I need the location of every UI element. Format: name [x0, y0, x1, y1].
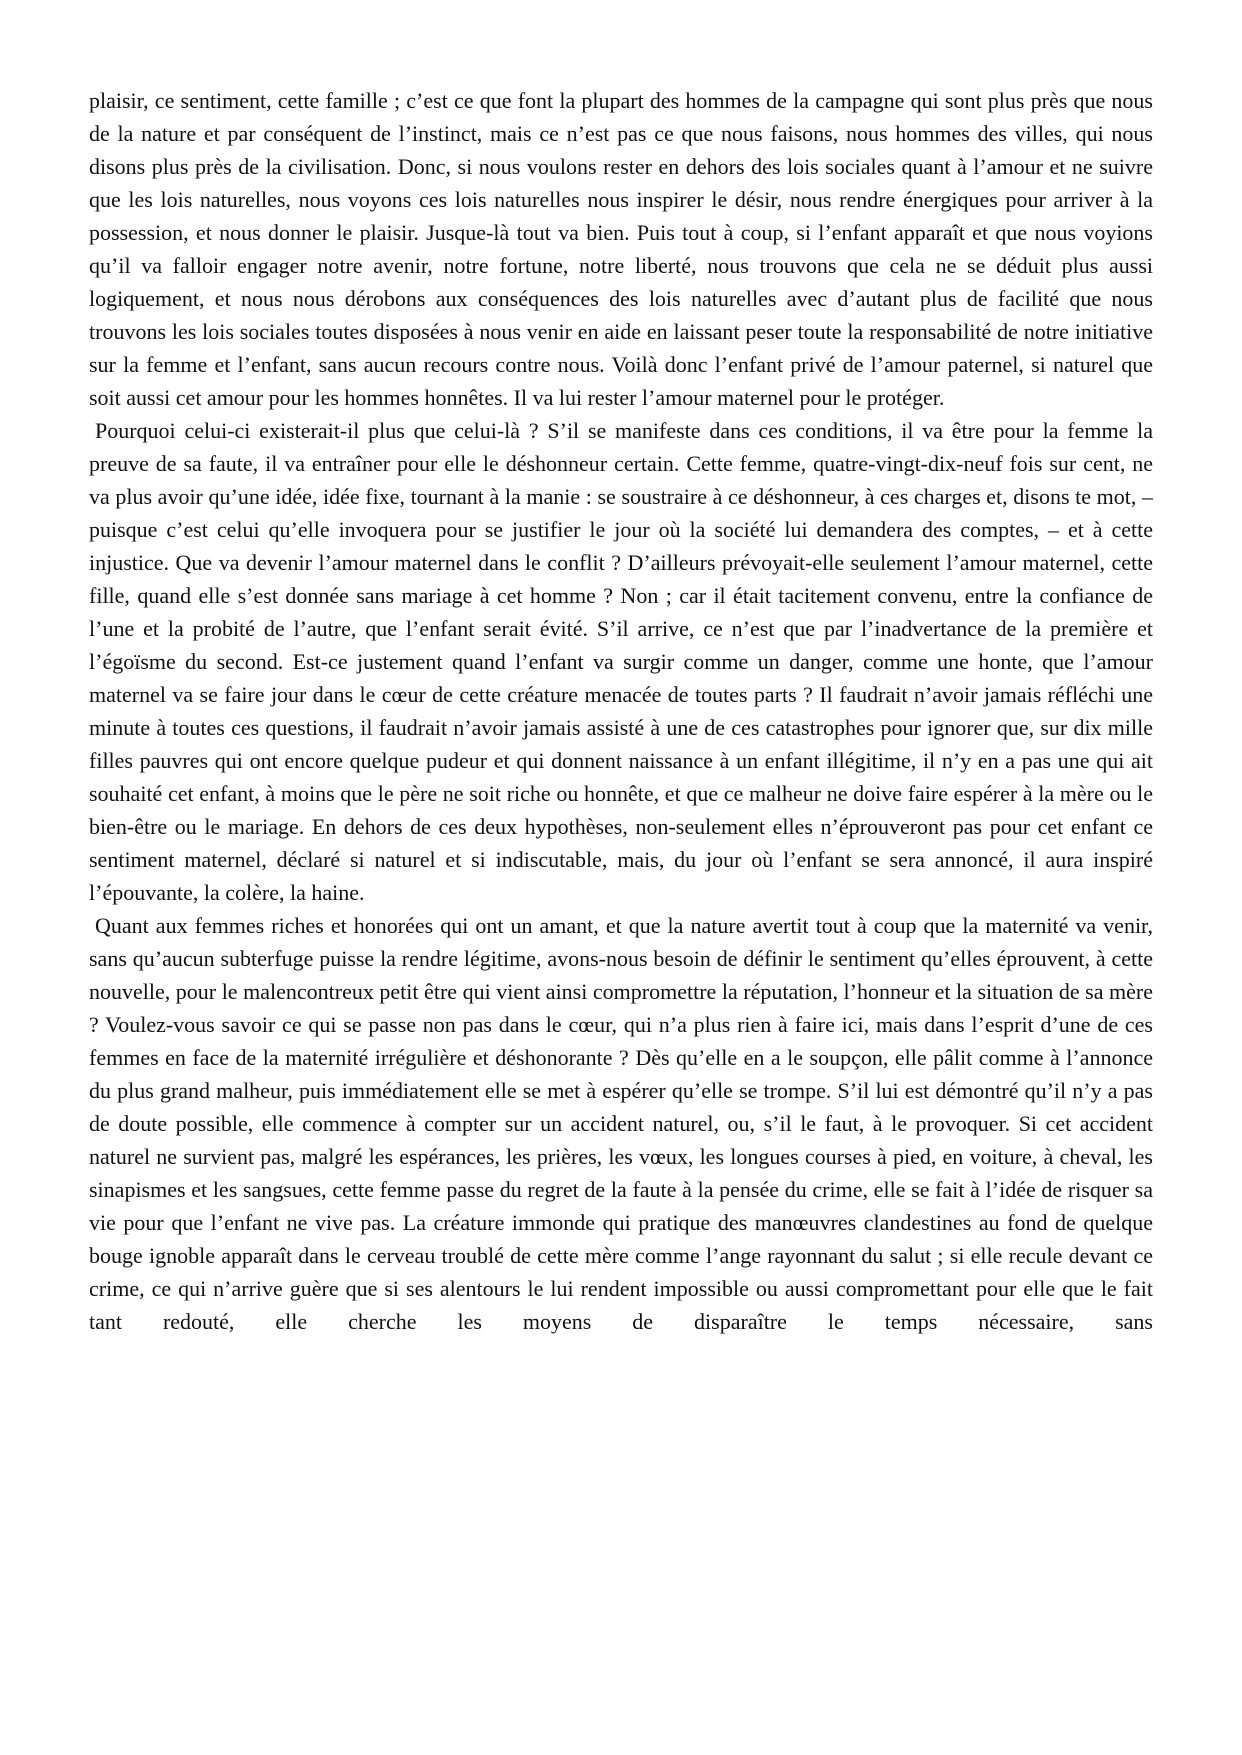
paragraph-2: Pourquoi celui-ci existerait-il plus que celui-là ? S’il se manifeste dans ces conditions, il va être pour la femme la preuve de sa faute, il va entraîner pour elle le déshonneur certain. Cette femme, quatre-vingt-dix-neuf fois sur cent, ne va plus avoir qu’une idée, idée fixe, tournant à la manie : se soustraire à ce déshonneur, à ces charges et, disons te mot, – puisque c’est celui qu’elle invoquera pour se justifier le jour où la société lui demandera des comptes, – et à cette injustice. Que va devenir l’amour maternel dans le conflit ? D’ailleurs prévoyait-elle seulement l’amour maternel, cette fille, quand elle s’est donnée sans mariage à cet homme ? Non ; car il était tacitement convenu, entre la confiance de l’une et la probité de l’autre, que l’enfant serait évité. S’il arrive, ce n’est que par l’inadvertance de la première et l’égoïsme du second. Est-ce justement quand l’enfant va surgir comme un danger, comme une honte, que l’amour maternel va se faire jour dans le cœur de cette créature menacée de toutes parts ? Il faudrait n’avoir jamais réfléchi une minute à toutes ces questions, il faudrait n’avoir jamais assisté à une de ces catastrophes pour ignorer que, sur dix mille filles pauvres qui ont encore quelque pudeur et qui donnent naissance à un enfant illégitime, il n’y en a pas une qui ait souhaité cet enfant, à moins que le père ne soit riche ou honnête, et que ce malheur ne doive faire espérer à la mère ou le bien-être ou le mariage. En dehors de ces deux hypothèses, non-seulement elles n’éprouveront pas pour cet enfant ce sentiment maternel, déclaré si naturel et si indiscutable, mais, du jour où l’enfant se sera annoncé, il aura inspiré l’épouvante, la colère, la haine. [89, 418, 1153, 905]
paragraph-1: plaisir, ce sentiment, cette famille ; c’est ce que font la plupart des hommes de la campagne qui sont plus près que nous de la nature et par conséquent de l’instinct, mais ce n’est pas ce que nous faisons, nous hommes des villes, qui nous disons plus près de la civilisation. Donc, si nous voulons rester en dehors des lois sociales quant à l’amour et ne suivre que les lois naturelles, nous voyons ces lois naturelles nous inspirer le désir, nous rendre énergiques pour arriver à la possession, et nous donner le plaisir. Jusque-là tout va bien. Puis tout à coup, si l’enfant apparaît et que nous voyions qu’il va falloir engager notre avenir, notre fortune, notre liberté, nous trouvons que cela ne se déduit plus aussi logiquement, et nous nous dérobons aux conséquences des lois naturelles avec d’autant plus de facilité que nous trouvons les lois sociales toutes disposées à nous venir en aide en laissant peser toute la responsabilité de notre initiative sur la femme et l’enfant, sans aucun recours contre nous. Voilà donc l’enfant privé de l’amour paternel, si naturel que soit aussi cet amour pour les hommes honnêtes. Il va lui rester l’amour maternel pour le protéger. [89, 88, 1153, 410]
document-page [89, 84, 1153, 1338]
paragraph-3: Quant aux femmes riches et honorées qui ont un amant, et que la nature avertit tout à coup que la maternité va venir, sans qu’aucun subterfuge puisse la rendre légitime, avons-nous besoin de définir le sentiment qu’elles éprouvent, à cette nouvelle, pour le malencontreux petit être qui vient ainsi compromettre la réputation, l’honneur et la situation de sa mère ? Voulez-vous savoir ce qui se passe non pas dans le cœur, qui n’a plus rien à faire ici, mais dans l’esprit d’une de ces femmes en face de la maternité irrégulière et déshonorante ? Dès qu’elle en a le soupçon, elle pâlit comme à l’annonce du plus grand malheur, puis immédiatement elle se met à espérer qu’elle se trompe. S’il lui est démontré qu’il n’y a pas de doute possible, elle commence à compter sur un accident naturel, ou, s’il le faut, à le provoquer. Si cet accident naturel ne survient pas, malgré les espérances, les prières, les vœux, les longues courses à pied, en voiture, à cheval, les sinapismes et les sangsues, cette femme passe du regret de la faute à la pensée du crime, elle se fait à l’idée de risquer sa vie pour que l’enfant ne vive pas. La créature immonde qui pratique des manœuvres clandestines au fond de quelque bouge ignoble apparaît dans le cerveau troublé de cette mère comme l’ange rayonnant du salut ; si elle recule devant ce crime, ce qui n’arrive guère que si ses alentours le lui rendent impossible ou aussi compromettant pour elle que le fait tant redouté, elle cherche les moyens de disparaître le temps nécessaire, sans [89, 913, 1153, 1334]
